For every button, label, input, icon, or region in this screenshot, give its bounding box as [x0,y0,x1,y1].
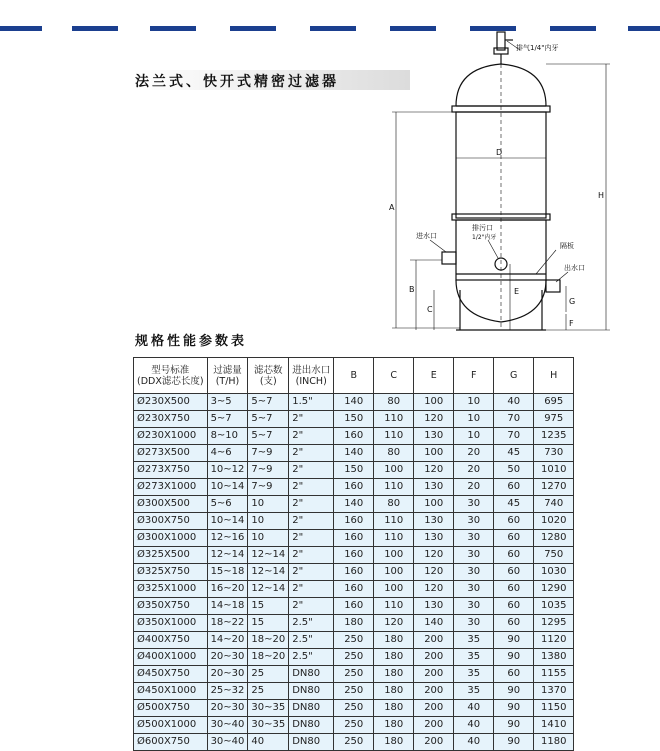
table-cell: 1380 [534,649,574,666]
table-cell: Ø450X750 [134,666,208,683]
table-cell: 5~6 [207,496,248,513]
table-cell: 5~7 [248,394,289,411]
table-cell: 695 [534,394,574,411]
table-cell: DN80 [289,683,334,700]
table-cell: 15~18 [207,564,248,581]
table-cell: 30 [454,564,494,581]
table-cell: 60 [494,581,534,598]
table-cell: 30~35 [248,717,289,734]
table-cell: 7~9 [248,479,289,496]
table-cell: 1030 [534,564,574,581]
table-cell: 150 [334,411,374,428]
table-cell: 15 [248,615,289,632]
table-cell: 20 [454,445,494,462]
table-cell: 2" [289,428,334,445]
table-cell: 10~12 [207,462,248,479]
header-b: B [334,358,374,394]
table-cell: 730 [534,445,574,462]
table-cell: Ø500X1000 [134,717,208,734]
divider-dash [628,26,660,31]
table-cell: 25 [248,666,289,683]
table-cell: 40 [454,717,494,734]
table-cell: 1280 [534,530,574,547]
table-cell: 30 [454,496,494,513]
table-cell: 110 [374,428,414,445]
table-cell: 10 [454,394,494,411]
table-row [134,649,574,666]
table-cell: Ø273X500 [134,445,208,462]
table-cell: 100 [374,547,414,564]
table-row [134,581,574,598]
header-g: G [494,358,534,394]
table-cell: 130 [414,530,454,547]
table-cell: 16~20 [207,581,248,598]
table-cell: 2" [289,547,334,564]
table-cell: 7~9 [248,445,289,462]
table-cell: 2" [289,445,334,462]
table-cell: 130 [414,428,454,445]
table-cell: 200 [414,700,454,717]
table-cell: 120 [414,462,454,479]
table-cell: 120 [414,564,454,581]
table-cell: 1270 [534,479,574,496]
table-cell: 12~14 [248,581,289,598]
table-cell: 740 [534,496,574,513]
header-model: 型号标准 (DDX滤芯长度) [134,358,208,394]
table-cell: 25 [248,683,289,700]
table-cell: 2" [289,564,334,581]
spec-table [133,357,574,751]
vessel-bottom [456,280,546,322]
table-cell: 200 [414,649,454,666]
table-cell: 160 [334,513,374,530]
table-cell: 250 [334,666,374,683]
table-cell: Ø350X750 [134,598,208,615]
inlet-leader [430,240,446,252]
table-cell: 130 [414,598,454,615]
table-cell: 120 [414,547,454,564]
table-cell: 30 [454,598,494,615]
table-cell: 10 [248,496,289,513]
table-cell: 250 [334,734,374,751]
table-cell: 120 [414,581,454,598]
table-cell: 5~7 [248,411,289,428]
table-header-row [134,358,574,394]
table-cell: 1010 [534,462,574,479]
table-cell: 1290 [534,581,574,598]
table-cell: 250 [334,717,374,734]
dimension-b-label: B [409,285,415,294]
table-cell: Ø300X500 [134,496,208,513]
table-cell: 150 [334,462,374,479]
table-cell: 10~14 [207,513,248,530]
table-cell: Ø600X750 [134,734,208,751]
table-cell: 180 [374,632,414,649]
table-cell: 2.5" [289,632,334,649]
table-cell: 180 [374,649,414,666]
table-cell: 10~14 [207,479,248,496]
table-cell: 8~10 [207,428,248,445]
header-e: E [414,358,454,394]
table-cell: 90 [494,717,534,734]
table-cell: 100 [414,445,454,462]
table-cell: 250 [334,700,374,717]
vent-valve-body [497,32,505,50]
inlet-pipe [442,252,456,264]
table-cell: 180 [374,666,414,683]
table-cell: 975 [534,411,574,428]
table-cell: 250 [334,632,374,649]
table-cell: 100 [414,496,454,513]
spec-table-title: 规格性能参数表 [135,334,248,349]
vent-valve-base [494,48,508,54]
table-cell: 2" [289,479,334,496]
table-cell: Ø400X1000 [134,649,208,666]
table-cell: 35 [454,666,494,683]
table-row [134,428,574,445]
dimension-g-label: G [569,297,576,306]
filter-dimension-diagram [380,28,620,340]
divider-dash [0,26,42,31]
table-cell: 1295 [534,615,574,632]
table-cell: 20 [454,479,494,496]
table-cell: Ø325X500 [134,547,208,564]
table-cell: Ø325X1000 [134,581,208,598]
table-cell: 180 [334,615,374,632]
table-cell: 180 [374,683,414,700]
table-cell: Ø300X750 [134,513,208,530]
table-cell: 2" [289,496,334,513]
table-cell: 60 [494,547,534,564]
table-cell: 1410 [534,717,574,734]
table-cell: 4~6 [207,445,248,462]
plate-label: 隔板 [560,242,574,250]
table-cell: Ø273X1000 [134,479,208,496]
table-cell: 80 [374,445,414,462]
outlet-leader [556,272,568,282]
table-cell: 30 [454,581,494,598]
table-cell: 5~7 [248,428,289,445]
table-cell: 30 [454,530,494,547]
table-cell: 200 [414,717,454,734]
table-cell: 1035 [534,598,574,615]
table-cell: 100 [374,581,414,598]
outlet-label: 出水口 [564,264,585,272]
table-cell: 160 [334,581,374,598]
inlet-label: 进水口 [416,232,437,240]
table-cell: Ø500X750 [134,700,208,717]
table-cell: 140 [334,496,374,513]
table-cell: 60 [494,598,534,615]
table-cell: 140 [414,615,454,632]
table-cell: 12~14 [207,547,248,564]
table-cell: 14~18 [207,598,248,615]
table-cell: 100 [374,564,414,581]
table-cell: 30 [454,615,494,632]
table-cell: 90 [494,700,534,717]
drain-label: 排污口 [472,224,493,232]
page-title: 法兰式、快开式精密过滤器 [135,74,339,90]
table-cell: 18~20 [248,632,289,649]
table-cell: Ø273X750 [134,462,208,479]
table-cell: Ø350X1000 [134,615,208,632]
table-cell: 160 [334,547,374,564]
dimension-d-label: D [496,148,503,157]
table-cell: 160 [334,428,374,445]
table-row [134,615,574,632]
table-cell: 1020 [534,513,574,530]
table-row [134,564,574,581]
table-cell: 12~14 [248,564,289,581]
table-cell: 18~22 [207,615,248,632]
table-cell: 2" [289,411,334,428]
drain-leader [488,240,498,258]
table-cell: 10 [248,513,289,530]
table-cell: DN80 [289,717,334,734]
table-row [134,445,574,462]
table-cell: Ø230X750 [134,411,208,428]
table-cell: Ø230X1000 [134,428,208,445]
dimension-c-label: C [427,305,433,314]
table-cell: 20~30 [207,666,248,683]
table-cell: 30~40 [207,717,248,734]
table-row [134,734,574,751]
table-cell: 30~40 [207,734,248,751]
divider-dash [72,26,118,31]
table-cell: 200 [414,734,454,751]
table-cell: 40 [248,734,289,751]
table-cell: 250 [334,683,374,700]
table-row [134,530,574,547]
table-cell: 1370 [534,683,574,700]
dimension-f-label: F [569,319,574,328]
table-cell: 50 [494,462,534,479]
table-cell: 14~20 [207,632,248,649]
table-row [134,632,574,649]
table-row [134,479,574,496]
table-cell: 25~32 [207,683,248,700]
table-cell: 90 [494,683,534,700]
table-cell: 40 [454,700,494,717]
table-cell: 110 [374,479,414,496]
table-cell: 60 [494,666,534,683]
divider-dash [230,26,276,31]
table-cell: 35 [454,649,494,666]
table-cell: 100 [374,462,414,479]
table-cell: 2" [289,598,334,615]
table-cell: 10 [248,530,289,547]
table-cell: 110 [374,598,414,615]
table-cell: 160 [334,530,374,547]
table-cell: 45 [494,496,534,513]
table-cell: 110 [374,513,414,530]
table-cell: Ø325X750 [134,564,208,581]
table-cell: 10 [454,411,494,428]
table-cell: 130 [414,513,454,530]
table-cell: 12~16 [207,530,248,547]
table-cell: 20~30 [207,649,248,666]
table-cell: 60 [494,564,534,581]
table-cell: Ø450X1000 [134,683,208,700]
table-cell: 200 [414,666,454,683]
table-cell: 70 [494,411,534,428]
table-cell: 160 [334,564,374,581]
header-flow: 过滤量 (T/H) [207,358,248,394]
table-cell: 2" [289,581,334,598]
outlet-pipe [546,280,560,292]
table-cell: 90 [494,734,534,751]
table-row [134,547,574,564]
table-cell: 250 [334,649,374,666]
table-cell: 30 [454,547,494,564]
table-cell: 200 [414,683,454,700]
table-cell: 70 [494,428,534,445]
table-cell: 2.5" [289,649,334,666]
table-cell: Ø400X750 [134,632,208,649]
table-cell: 90 [494,649,534,666]
table-cell: 60 [494,479,534,496]
table-row [134,496,574,513]
table-cell: 180 [374,734,414,751]
table-cell: 60 [494,615,534,632]
table-cell: 750 [534,547,574,564]
table-cell: 90 [494,632,534,649]
table-cell: 35 [454,632,494,649]
dimension-h-label: H [598,191,605,200]
table-cell: 2" [289,513,334,530]
table-cell: 30 [454,513,494,530]
table-row [134,598,574,615]
table-cell: 180 [374,717,414,734]
table-cell: 20~30 [207,700,248,717]
table-cell: 120 [374,615,414,632]
table-cell: 1150 [534,700,574,717]
table-cell: 110 [374,411,414,428]
table-cell: 60 [494,530,534,547]
table-row [134,683,574,700]
table-cell: 35 [454,683,494,700]
table-row [134,462,574,479]
table-cell: 160 [334,479,374,496]
table-cell: 60 [494,513,534,530]
table-cell: 200 [414,632,454,649]
table-cell: DN80 [289,700,334,717]
table-row [134,513,574,530]
header-inlet-outlet: 进出水口 (INCH) [289,358,334,394]
table-cell: 1235 [534,428,574,445]
table-cell: 45 [494,445,534,462]
table-row [134,666,574,683]
table-cell: 12~14 [248,547,289,564]
table-cell: 40 [494,394,534,411]
dimension-e-label: E [514,287,520,296]
table-cell: 7~9 [248,462,289,479]
table-row [134,700,574,717]
table-cell: 20 [454,462,494,479]
table-cell: 1.5" [289,394,334,411]
table-cell: DN80 [289,666,334,683]
table-cell: 2.5" [289,615,334,632]
table-cell: 100 [414,394,454,411]
table-cell: 15 [248,598,289,615]
table-cell: 2" [289,462,334,479]
divider-dash [150,26,196,31]
divider-dash [310,26,356,31]
table-cell: 2" [289,530,334,547]
table-cell: Ø300X1000 [134,530,208,547]
table-cell: 18~20 [248,649,289,666]
table-cell: 140 [334,394,374,411]
header-f: F [454,358,494,394]
header-cartridge-count: 滤芯数 (支) [248,358,289,394]
table-cell: 1120 [534,632,574,649]
table-cell: DN80 [289,734,334,751]
table-cell: 160 [334,598,374,615]
vent-label: 排气1/4"内牙 [516,44,559,52]
table-cell: 130 [414,479,454,496]
table-row [134,717,574,734]
table-cell: Ø230X500 [134,394,208,411]
table-cell: 1180 [534,734,574,751]
dimension-a-label: A [389,203,395,212]
header-c: C [374,358,414,394]
table-cell: 80 [374,394,414,411]
table-cell: 5~7 [207,411,248,428]
table-row [134,394,574,411]
header-h: H [534,358,574,394]
table-cell: 180 [374,700,414,717]
table-cell: 110 [374,530,414,547]
table-cell: 40 [454,734,494,751]
table-cell: 120 [414,411,454,428]
table-row [134,411,574,428]
table-cell: 1155 [534,666,574,683]
drain-size-label: 1/2"内牙 [472,234,497,241]
table-cell: 3~5 [207,394,248,411]
table-cell: 140 [334,445,374,462]
table-cell: 30~35 [248,700,289,717]
table-cell: 80 [374,496,414,513]
table-cell: 10 [454,428,494,445]
